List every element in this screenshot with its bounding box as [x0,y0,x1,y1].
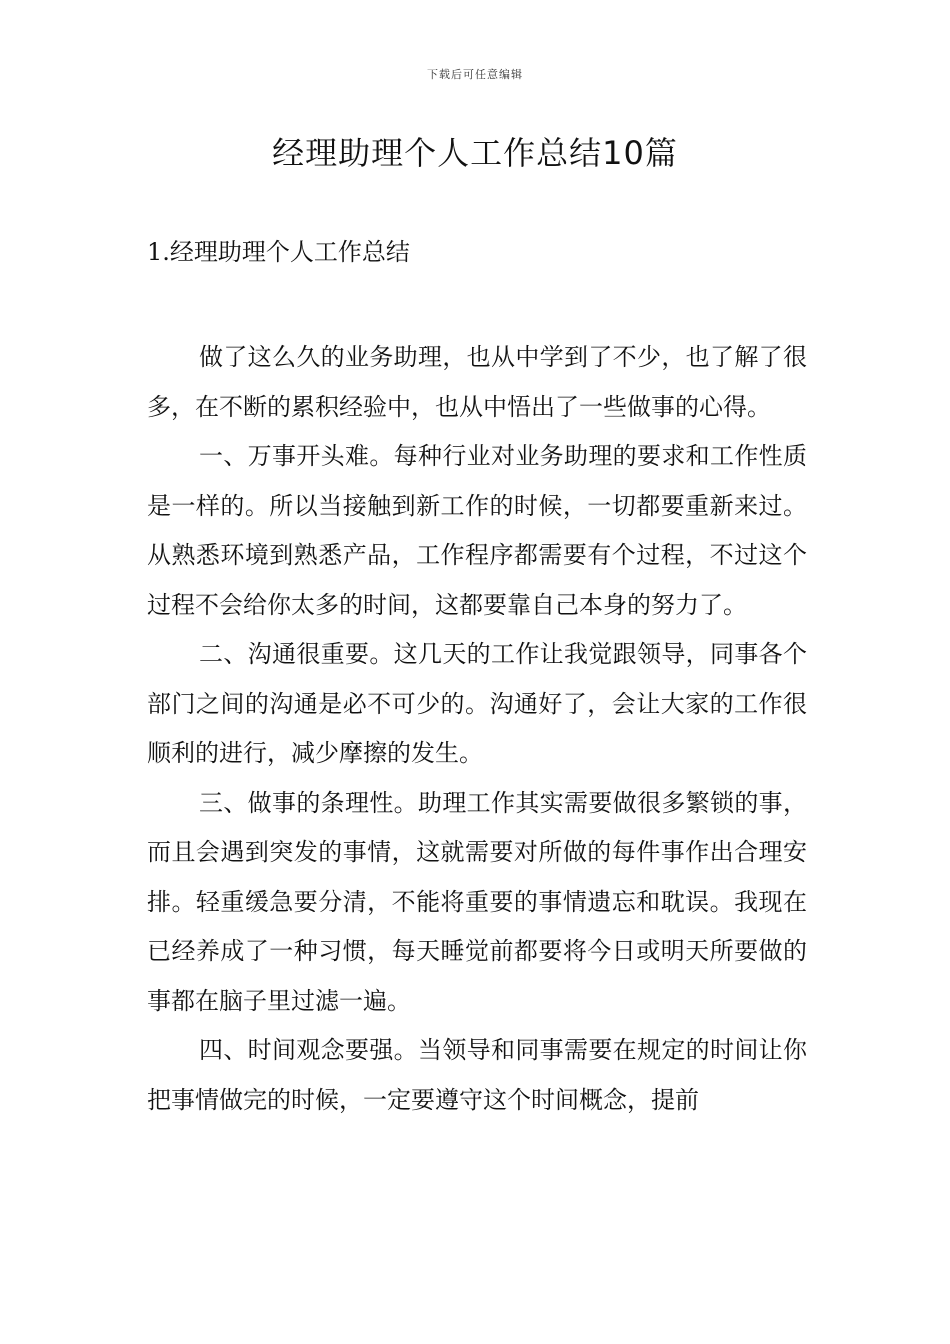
paragraph: 四、时间观念要强。当领导和同事需要在规定的时间让你把事情做完的时候，一定要遵守这个时间概念，提前 [147,1036,807,1114]
paragraph: 三、做事的条理性。助理工作其实需要做很多繁锁的事，而且会遇到突发的事情，这就需要对所做的每件事作出合理安排。轻重缓急要分清，不能将重要的事情遗忘和耽误。我现在已经养成了一种习惯，每天睡觉前都要将今日或明天所要做的事都在脑子里过滤一遍。 [147,788,807,1015]
section-heading: 1.经理助理个人工作总结 [147,238,410,266]
paragraph: 做了这么久的业务助理，也从中学到了不少，也了解了很多，在不断的累积经验中，也从中悟出了一些做事的心得。 [147,343,807,421]
header-note: 下载后可任意编辑 [427,68,523,81]
paragraph: 一、万事开头难。每种行业对业务助理的要求和工作性质是一样的。所以当接触到新工作的时候，一切都要重新来过。从熟悉环境到熟悉产品，工作程序都需要有个过程，不过这个过程不会给你太多的时间，这都要靠自己本身的努力了。 [147,442,807,619]
paragraph: 二、沟通很重要。这几天的工作让我觉跟领导，同事各个部门之间的沟通是必不可少的。沟通好了，会让大家的工作很顺利的进行，减少摩擦的发生。 [147,640,807,767]
document-body [147,333,807,1125]
document-title: 经理助理个人工作总结10篇 [272,134,678,172]
